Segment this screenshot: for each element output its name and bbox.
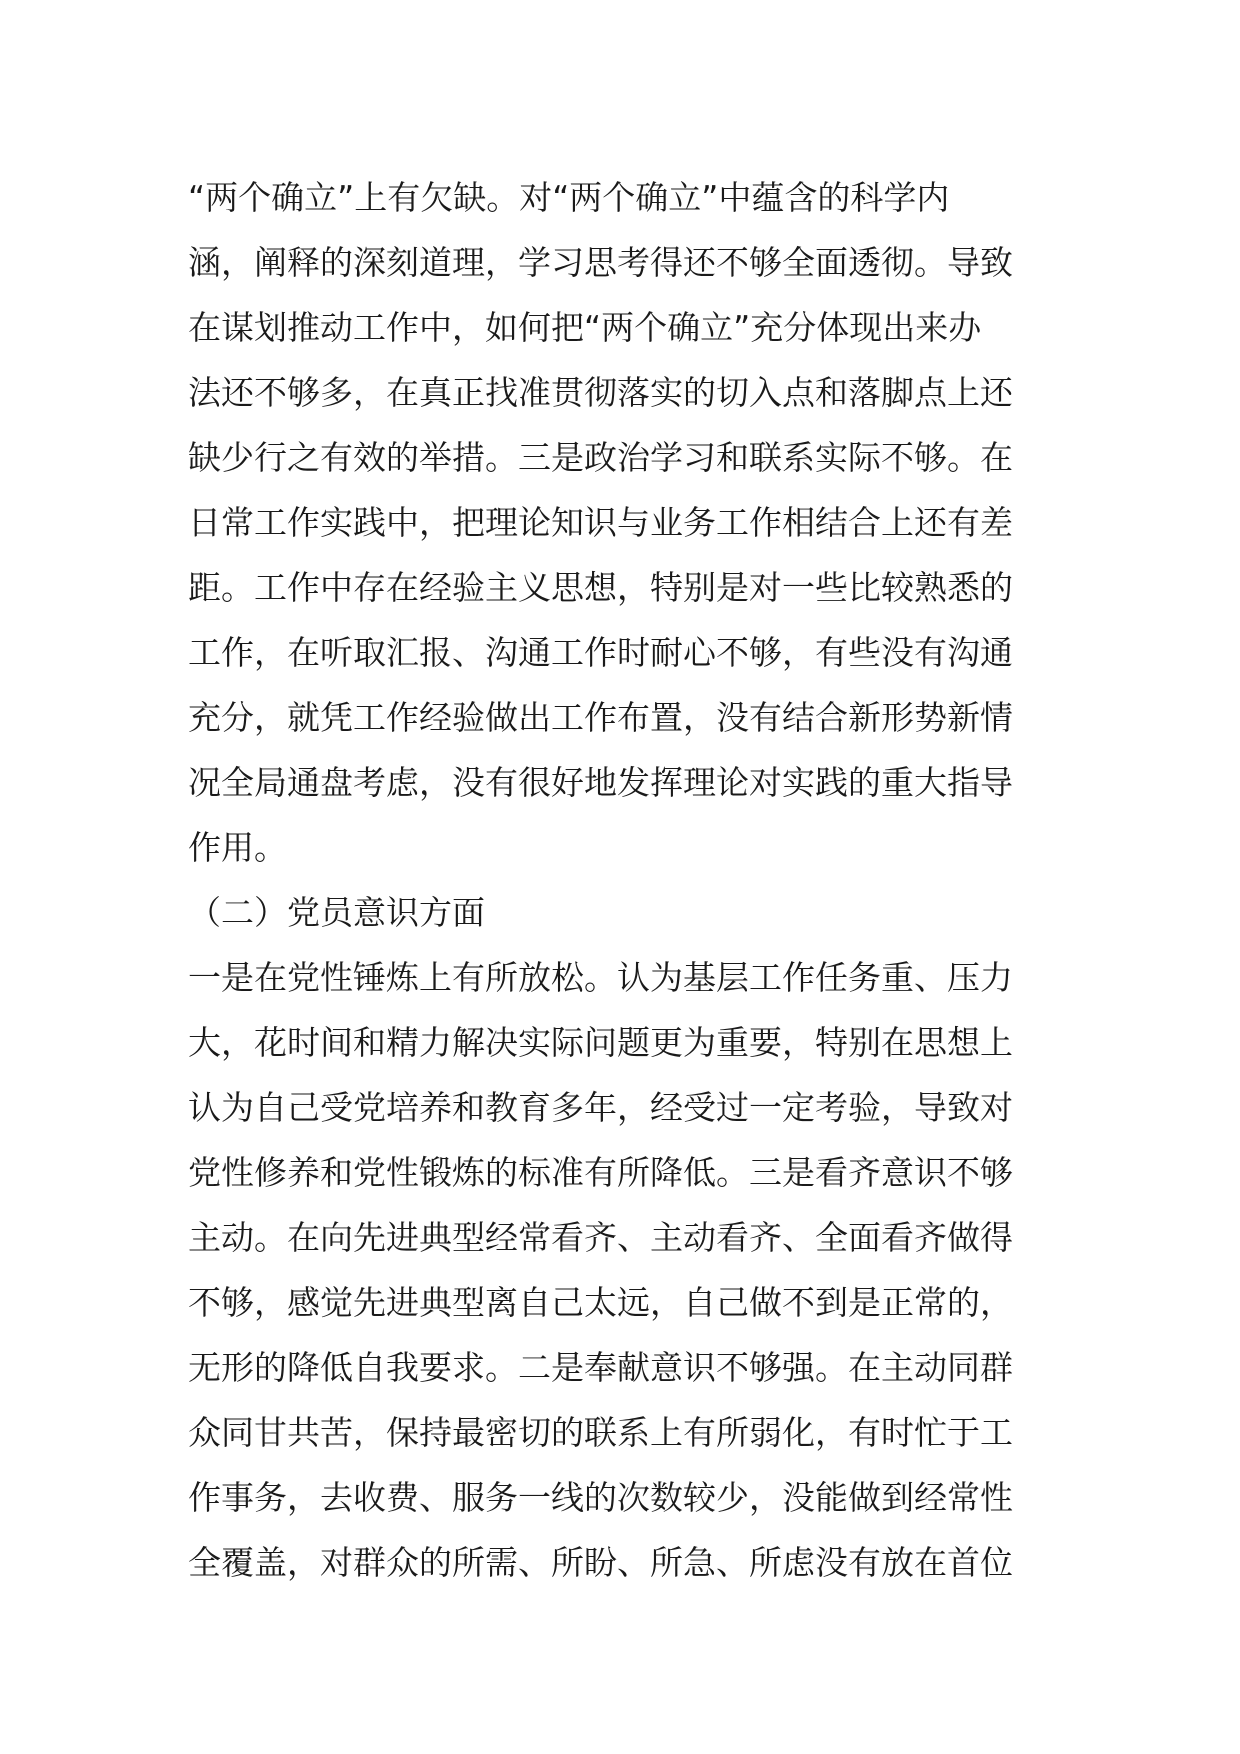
- text-line-13: 一是在党性锤炼上有所放松。认为基层工作任务重、压力: [188, 958, 1013, 997]
- text-line-2: 涵，阐释的深刻道理，学习思考得还不够全面透彻。导致: [188, 243, 1013, 282]
- text-line-5: 缺少行之有效的举措。三是政治学习和联系实际不够。在: [188, 438, 1013, 477]
- text-line-17: 主动。在向先进典型经常看齐、主动看齐、全面看齐做得: [188, 1218, 1013, 1257]
- text-line-21: 作事务，去收费、服务一线的次数较少，没能做到经常性: [188, 1478, 1013, 1517]
- section-heading: （二）党员意识方面: [188, 893, 485, 932]
- text-line-11: 作用。: [188, 828, 287, 867]
- text-line-15: 认为自己受党培养和教育多年，经受过一定考验，导致对: [188, 1088, 1013, 1127]
- text-line-3: 在谋划推动工作中，如何把“两个确立”充分体现出来办: [188, 308, 982, 347]
- text-line-18: 不够，感觉先进典型离自己太远，自己做不到是正常的，: [188, 1283, 1013, 1322]
- text-line-1: “两个确立”上有欠缺。对“两个确立”中蕴含的科学内: [188, 178, 950, 217]
- text-line-6: 日常工作实践中，把理论知识与业务工作相结合上还有差: [188, 503, 1013, 542]
- text-line-8: 工作，在听取汇报、沟通工作时耐心不够，有些没有沟通: [188, 633, 1013, 672]
- document-body: [188, 165, 1068, 1595]
- text-line-7: 距。工作中存在经验主义思想，特别是对一些比较熟悉的: [188, 568, 1013, 607]
- text-line-14: 大，花时间和精力解决实际问题更为重要，特别在思想上: [188, 1023, 1013, 1062]
- text-line-22: 全覆盖，对群众的所需、所盼、所急、所虑没有放在首位: [188, 1543, 1013, 1582]
- text-line-20: 众同甘共苦，保持最密切的联系上有所弱化，有时忙于工: [188, 1413, 1013, 1452]
- text-line-9: 充分，就凭工作经验做出工作布置，没有结合新形势新情: [188, 698, 1013, 737]
- text-line-4: 法还不够多，在真正找准贯彻落实的切入点和落脚点上还: [188, 373, 1013, 412]
- text-line-19: 无形的降低自我要求。二是奉献意识不够强。在主动同群: [188, 1348, 1013, 1387]
- text-line-16: 党性修养和党性锻炼的标准有所降低。三是看齐意识不够: [188, 1153, 1013, 1192]
- text-line-10: 况全局通盘考虑，没有很好地发挥理论对实践的重大指导: [188, 763, 1013, 802]
